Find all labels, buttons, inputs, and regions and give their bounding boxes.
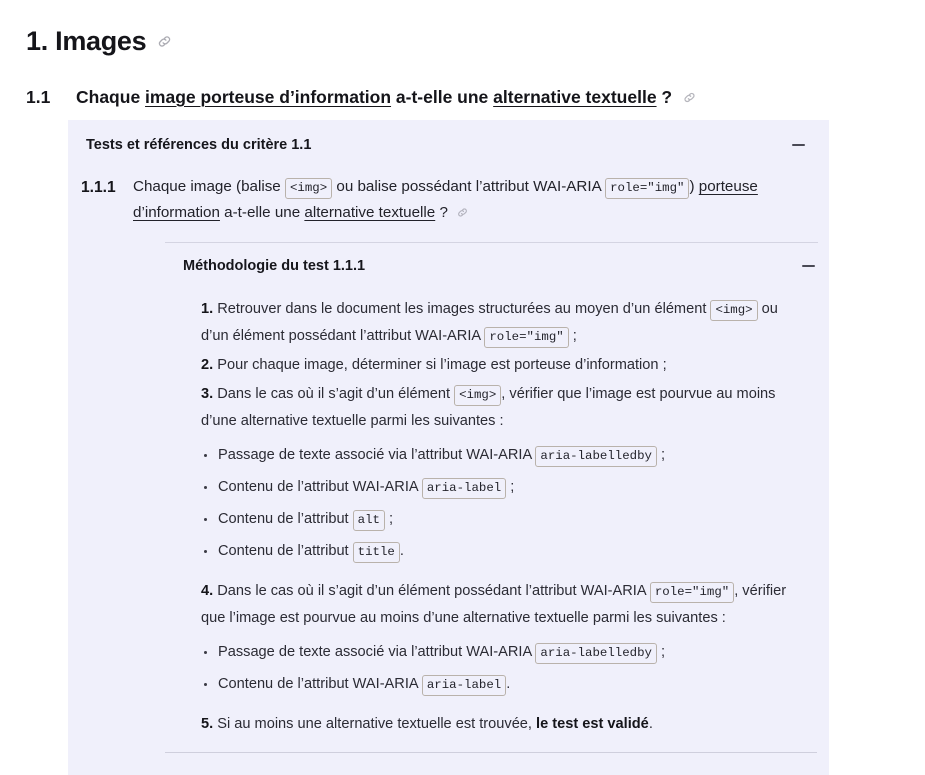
test-statement — [133, 174, 807, 226]
list-item — [201, 473, 796, 501]
code-role-img: role="img" — [484, 327, 568, 348]
code-aria-label: aria-label — [422, 478, 506, 499]
tests-references-panel-title: Tests et références du critère 1.1 — [86, 137, 312, 153]
criterion-link-image-porteuse[interactable]: image porteuse d’information — [145, 86, 392, 107]
step-5-bold: le test est validé — [536, 716, 649, 732]
methodology-step-5 — [201, 711, 796, 738]
test-part-1: Chaque image (balise — [133, 178, 285, 195]
step-1-part-1: Retrouver dans le document les images structurées au moyen d’un élément — [213, 301, 711, 317]
test-part-4: a-t-elle une — [219, 204, 305, 221]
step-4-number: 4. — [201, 583, 214, 599]
methodology-panel — [165, 242, 829, 740]
criterion-text-before: Chaque — [76, 86, 146, 107]
list-item — [201, 441, 796, 469]
code-alt: alt — [353, 510, 385, 531]
step-2-part-1: Pour chaque image, déterminer si l’image est porteuse d’information ; — [213, 357, 667, 373]
criterion-link-alternative-textuelle[interactable]: alternative textuelle — [493, 86, 657, 107]
step-1-part-3: ; — [568, 328, 577, 344]
page-title-text: 1. Images — [26, 26, 147, 57]
methodology-panel-header[interactable] — [165, 243, 818, 289]
list-item — [201, 638, 796, 666]
code-aria-label: aria-label — [422, 675, 506, 696]
list-item — [201, 505, 796, 533]
page-title — [26, 26, 173, 57]
list-item-text-after: ; — [506, 479, 515, 495]
list-item-text-before: Contenu de l’attribut — [218, 543, 353, 559]
list-item-text-after: . — [506, 676, 511, 692]
tests-references-panel — [68, 120, 829, 775]
code-aria-labelledby: aria-labelledby — [535, 643, 657, 664]
code-title: title — [353, 542, 400, 563]
list-item — [201, 537, 796, 565]
code-img-tag: <img> — [454, 385, 501, 406]
alternatives-list-role-img — [201, 638, 796, 698]
list-item-text-before: Passage de texte associé via l’attribut WAI-ARIA — [218, 447, 536, 463]
code-role-img: role="img" — [650, 582, 734, 603]
methodology-step-1 — [201, 296, 796, 350]
criterion-text-after: ? — [656, 86, 673, 107]
methodology-step-2 — [201, 352, 796, 379]
test-part-3: ) — [689, 178, 699, 195]
code-aria-labelledby: aria-labelledby — [535, 446, 657, 467]
code-img-tag: <img> — [285, 178, 332, 199]
methodology-steps — [165, 289, 818, 738]
methodology-step-4 — [201, 578, 796, 632]
code-role-img: role="img" — [605, 178, 689, 199]
collapse-methodology-button[interactable] — [799, 257, 817, 275]
step-4-part-2: , vérifier que l’image est pourvue au moins d’une alternative textuelle parmi les suivantes : — [201, 583, 787, 626]
list-item-text-after: ; — [656, 644, 666, 660]
step-5-part-1: Si au moins une alternative textuelle est trouvée, — [213, 716, 537, 732]
list-item-text-after: ; — [384, 511, 394, 527]
methodology-panel-title: Méthodologie du test 1.1.1 — [183, 258, 366, 274]
step-5-number: 5. — [201, 716, 214, 732]
criterion-number: 1.1 — [26, 86, 51, 107]
minus-icon — [802, 265, 815, 267]
alternatives-list-img — [201, 441, 796, 565]
criterion-heading — [26, 87, 697, 108]
test-number: 1.1.1 — [81, 179, 116, 196]
list-item-text-after: ; — [656, 447, 666, 463]
methodology-divider-bottom — [165, 752, 817, 753]
methodology-step-3 — [201, 381, 796, 435]
list-item-text-after: . — [399, 543, 404, 559]
test-1-1-1 — [68, 170, 829, 226]
link-chain-icon[interactable] — [456, 206, 469, 219]
list-item-text-before: Passage de texte associé via l’attribut WAI-ARIA — [218, 644, 536, 660]
list-item-text-before: Contenu de l’attribut — [218, 511, 353, 527]
test-link-porteuse-information[interactable]: porteuse d’information — [133, 178, 758, 221]
tests-references-panel-header[interactable] — [68, 120, 829, 170]
list-item-text-before: Contenu de l’attribut WAI-ARIA — [218, 479, 422, 495]
list-item — [201, 670, 796, 698]
step-1-number: 1. — [201, 301, 214, 317]
code-img-tag: <img> — [710, 300, 757, 321]
test-link-alternative-textuelle[interactable]: alternative textuelle — [304, 204, 436, 221]
criterion-text-middle: a-t-elle une — [391, 86, 494, 107]
criterion-text — [76, 87, 697, 108]
list-item-text-before: Contenu de l’attribut WAI-ARIA — [218, 676, 422, 692]
step-5-part-2: . — [648, 716, 653, 732]
test-part-5: ? — [435, 204, 448, 221]
link-chain-icon[interactable] — [682, 90, 697, 105]
step-4-part-1: Dans le cas où il s’agit d’un élément possédant l’attribut WAI-ARIA — [213, 583, 650, 599]
step-1-part-2: ou d’un élément possédant l’attribut WAI-ARIA — [201, 301, 778, 344]
test-part-2: ou balise possédant l’attribut WAI-ARIA — [332, 178, 606, 195]
collapse-tests-panel-button[interactable] — [789, 136, 807, 154]
link-chain-icon[interactable] — [156, 33, 173, 50]
minus-icon — [792, 144, 805, 146]
step-3-part-2: , vérifier que l’image est pourvue au moins d’une alternative textuelle parmi les suivantes : — [201, 386, 776, 429]
step-3-part-1: Dans le cas où il s’agit d’un élément — [213, 386, 455, 402]
step-3-number: 3. — [201, 386, 214, 402]
step-2-number: 2. — [201, 357, 214, 373]
